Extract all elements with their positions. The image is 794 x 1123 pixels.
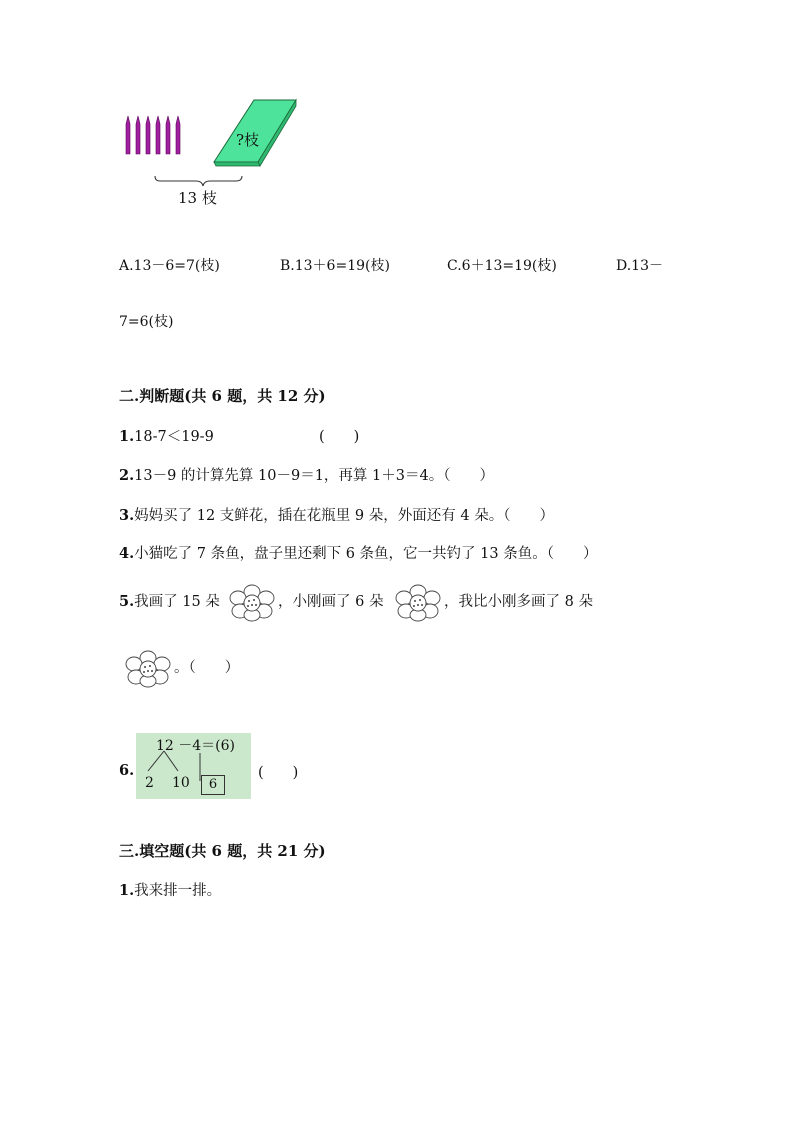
question-number: 3.	[119, 507, 135, 524]
option-d-line2: 7=6(枝)	[119, 314, 174, 330]
result-box: 6	[201, 775, 225, 795]
question-text: 13－9 的计算先算 10－9＝1，再算 1＋3＝4。（ ）	[134, 468, 494, 484]
flower-icon	[228, 583, 276, 623]
question-5-part1	[119, 590, 220, 611]
pencil-icon	[126, 116, 130, 154]
section-heading-judgment: 二.判断题(共 6 题，共 12 分)	[119, 387, 326, 405]
question-text: 18-7＜19-9	[134, 429, 214, 445]
question-number: 2.	[119, 467, 135, 484]
question-number: 5.	[119, 593, 135, 610]
question-5-part3: ，我比小刚多画了 8 朵	[444, 594, 593, 610]
question-5-part2: ，小刚画了 6 朵	[278, 594, 384, 610]
question-number: 4.	[119, 545, 135, 562]
answer-paren-6: ( )	[258, 765, 299, 781]
question-4	[119, 542, 597, 563]
option-d-line1: D.13－	[616, 258, 663, 274]
split-right: 10	[172, 775, 190, 791]
question-3	[119, 504, 554, 525]
question-number-6: 6.	[119, 762, 135, 779]
pencil-icon	[176, 116, 180, 154]
pencil-icon	[156, 116, 160, 154]
flower-icon	[123, 649, 173, 689]
question-text: 小猫吃了 7 条鱼，盘子里还剩下 6 条鱼，它一共钓了 13 条鱼。（ ）	[134, 546, 598, 562]
question-text: 我画了 15 朵	[134, 594, 220, 610]
answer-paren-1: ( )	[319, 429, 360, 445]
fill-question-1	[119, 879, 221, 900]
brace-icon	[155, 176, 242, 186]
split-left: 2	[145, 775, 154, 791]
question-text: 妈妈买了 12 支鲜花，插在花瓶里 9 朵，外面还有 4 朵。（ ）	[134, 508, 554, 524]
pencil-icon	[136, 116, 140, 154]
option-c: C.6＋13=19(枝)	[447, 258, 557, 274]
brace-label: 13 枝	[178, 189, 217, 207]
question-text: 我来排一排。	[134, 883, 222, 899]
decomposition-panel	[136, 733, 251, 799]
option-b: B.13＋6=19(枝)	[280, 258, 390, 274]
question-2	[119, 464, 494, 485]
box-label: ?枝	[236, 131, 260, 149]
question-1	[119, 425, 214, 446]
flower-icon	[394, 583, 442, 623]
section-heading-fill-blank: 三.填空题(共 6 题，共 21 分)	[119, 842, 326, 860]
pencil-icon	[166, 116, 170, 154]
question-number: 1.	[119, 428, 135, 445]
question-number: 1.	[119, 882, 135, 899]
pencil-icons	[126, 116, 180, 154]
pencil-icon	[146, 116, 150, 154]
panel-equation: 12 －4＝(6)	[156, 738, 236, 754]
question-5-part4: 。（ ）	[174, 660, 240, 676]
option-a: A.13－6=7(枝)	[119, 258, 220, 274]
